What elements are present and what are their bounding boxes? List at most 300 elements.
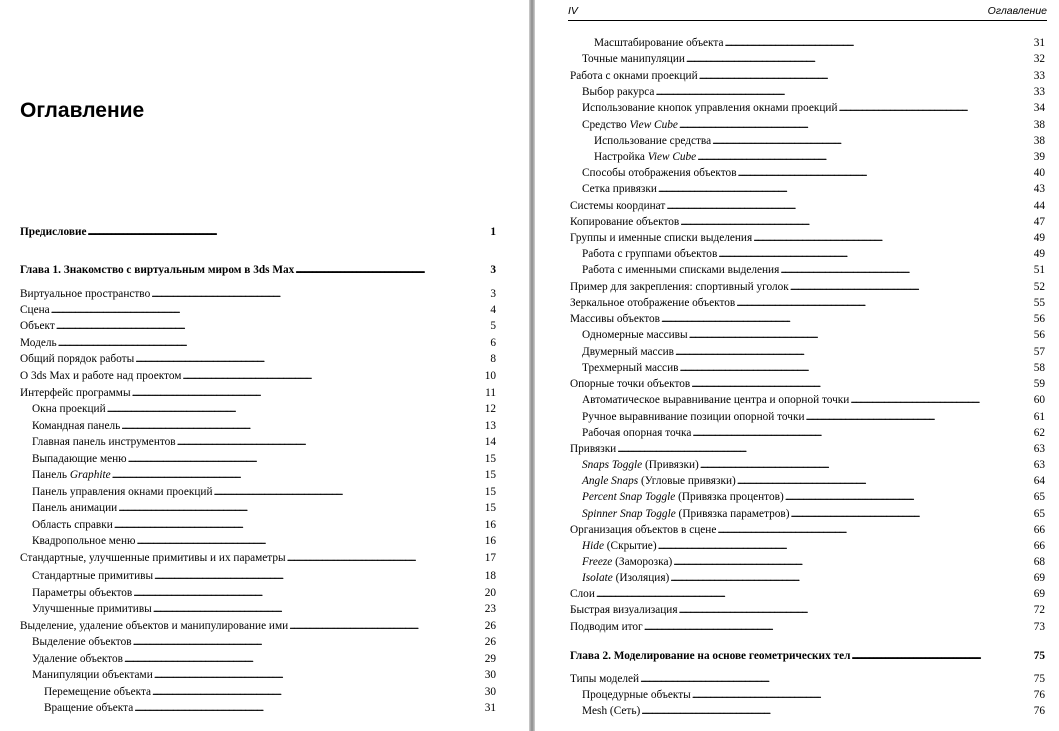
toc-entry-title [570,230,752,246]
toc-entry[interactable] [570,51,1045,67]
toc-entry-title [570,214,679,230]
running-head [568,4,1047,21]
dot-leader [134,700,483,716]
toc-entry-title [20,286,150,302]
toc-entry[interactable] [20,618,496,634]
dot-leader [700,457,1033,473]
dot-leader [699,68,1033,84]
toc-entry-title [570,441,616,457]
toc-entry-title [570,619,643,635]
dot-leader [679,602,1033,618]
toc-entry[interactable] [20,533,496,549]
toc-entry[interactable] [570,425,1045,441]
dot-leader [691,376,1032,392]
toc-entry[interactable] [20,700,496,716]
toc-entry-title-text: Процедурные объекты [582,689,691,701]
toc-entry-page: 13 [484,420,496,432]
toc-entry-title-text: Двумерный массив [582,346,674,358]
toc-entry-title [32,451,127,467]
toc-entry-title-text: Вращение объекта [44,702,134,714]
toc-entry[interactable] [20,667,496,683]
toc-entry-title [570,522,716,538]
toc-entry-page: 15 [484,502,496,514]
toc-entry-title-text: Одномерные массивы [582,329,688,341]
toc-entry-title-text: Рабочая опорная точка [582,427,692,439]
toc-entry-title-italic: View Cube [629,119,678,131]
dot-leader [679,117,1033,133]
toc-entry-page: 3 [490,264,496,276]
toc-entry-title [594,35,723,51]
toc-entry-title [582,687,691,703]
toc-entry[interactable] [20,467,496,483]
toc-entry[interactable] [570,506,1045,522]
toc-entry-page: 4 [490,304,496,316]
dot-leader [133,585,483,601]
toc-entry[interactable] [20,368,496,384]
toc-entry-title-text: Массивы объектов [570,313,660,325]
toc-entry-title [582,457,699,473]
toc-entry[interactable] [570,473,1045,489]
toc-entry-title [570,311,660,327]
toc-entry[interactable] [20,286,496,302]
toc-entry[interactable] [570,648,1045,664]
toc-entry[interactable] [20,224,496,240]
toc-entry[interactable] [570,489,1045,505]
toc-entry[interactable] [20,651,496,667]
toc-entry[interactable] [20,418,496,434]
dot-leader [712,133,1033,149]
dot-leader [107,401,484,417]
toc-entry-page: 1 [490,226,496,238]
toc-entry-title-text: Улучшенные примитивы [32,603,152,615]
toc-entry-title-text: Интерфейс программы [20,387,131,399]
toc-entry-page: 10 [484,370,496,382]
dot-leader [214,484,484,500]
toc-entry-page: 15 [484,453,496,465]
toc-entry-title [594,149,696,165]
dot-leader [785,489,1033,505]
dot-leader [680,214,1032,230]
dot-leader [128,451,484,467]
toc-entry[interactable] [570,181,1045,197]
running-title: Оглавление [987,5,1047,17]
dot-leader [154,568,484,584]
toc-entry-page: 66 [1033,540,1045,552]
toc-entry-page: 31 [1033,37,1045,49]
dot-leader [673,554,1032,570]
toc-entry-title [582,51,685,67]
toc-entry-title-text: Использование кнопок управления окнами проекций [582,102,838,114]
toc-entry-title [32,484,213,500]
toc-entry-title [582,489,784,505]
toc-entry[interactable] [570,344,1045,360]
toc-entry-title-text: Привязки [570,443,617,455]
toc-entry[interactable] [570,149,1045,165]
toc-entry-title [570,279,789,295]
toc-entry-page: 40 [1033,167,1045,179]
toc-entry[interactable] [570,687,1045,703]
dot-leader [153,601,484,617]
toc-entry-title-text: Стандартные, улучшенные примитивы и их параметры [20,552,286,564]
toc-entry-page: 23 [484,603,496,615]
dot-leader [177,434,484,450]
toc-entry-title-text: Манипуляции объектами [32,669,153,681]
toc-entry[interactable] [570,165,1045,181]
toc-entry-title [582,327,688,343]
toc-entry-title-text: (Привязка процентов) [675,491,784,503]
toc-entry-title [594,133,711,149]
toc-entry-title-italic: Snaps Toggle [582,459,643,471]
toc-entry[interactable] [20,434,496,450]
toc-entry[interactable] [20,568,496,584]
dot-leader [692,425,1032,441]
toc-entry-page: 63 [1033,459,1045,471]
toc-entry-page: 49 [1033,232,1045,244]
right-page [536,0,1059,731]
toc-entry-page: 65 [1033,491,1045,503]
toc-entry-page: 69 [1033,588,1045,600]
toc-entry-page: 49 [1033,248,1045,260]
dot-leader [753,230,1033,246]
toc-entry[interactable] [570,214,1045,230]
toc-entry-title [582,554,672,570]
toc-entry[interactable] [20,401,496,417]
toc-entry[interactable] [20,302,496,318]
toc-entry-title-text: Копирование объектов [570,216,680,228]
toc-entry-title-text: Организация объектов в сцене [570,524,717,536]
toc-entry[interactable] [570,602,1045,618]
toc-entry[interactable] [570,392,1045,408]
toc-entry-page: 75 [1033,650,1045,662]
toc-entry[interactable] [570,117,1045,133]
toc-entry-title-text: Панель управления окнами проекций [32,486,213,498]
toc-entry-title-text: Масштабирование объекта [594,37,724,49]
toc-entry-title [582,506,790,522]
dot-leader [289,618,484,634]
toc-entry-title [582,392,849,408]
toc-entry-title [32,601,152,617]
toc-entry[interactable] [570,522,1045,538]
dot-leader [287,550,484,566]
toc-entry-title-text: Выбор ракурса [582,86,655,98]
toc-entry-page: 11 [485,387,496,399]
toc-entry-title-text: Стандартные примитивы [32,570,154,582]
toc-entry-page: 72 [1033,604,1045,616]
dot-leader [295,262,489,278]
toc-entry[interactable] [570,441,1045,457]
toc-entry-title-italic: Spinner Snap Toggle [582,508,676,520]
toc-entry[interactable] [20,335,496,351]
toc-entry-page: 20 [484,587,496,599]
toc-entry-title-text: Командная панель [32,420,121,432]
toc-entry[interactable] [20,684,496,700]
toc-entry[interactable] [570,538,1045,554]
toc-entry-title [20,368,181,384]
toc-entry-page: 34 [1033,102,1045,114]
dot-leader [850,392,1032,408]
toc-entry-title-text: (Заморозка) [612,556,673,568]
toc-entry-title [582,344,674,360]
toc-entry-page: 31 [484,702,496,714]
toc-entry[interactable] [570,671,1045,687]
dot-leader [689,327,1033,343]
toc-entry-title [570,376,690,392]
dot-leader [121,418,483,434]
dot-leader [737,473,1033,489]
toc-entry-title [44,700,133,716]
toc-entry-page: 56 [1033,329,1045,341]
dot-leader [724,35,1032,51]
toc-entry[interactable] [20,262,496,278]
toc-entry-title [20,318,55,334]
dot-leader [666,198,1032,214]
toc-entry[interactable] [20,451,496,467]
toc-entry-title-text: (Изоляция) [612,572,670,584]
toc-entry-page: 5 [490,320,496,332]
toc-entry-title-text: Параметры объектов [32,587,133,599]
toc-entry[interactable] [20,550,496,566]
toc-entry-page: 55 [1033,297,1045,309]
toc-entry-title-text: Объект [20,320,55,332]
dot-leader [132,385,485,401]
toc-entry-title [20,335,57,351]
toc-entry[interactable] [570,586,1045,602]
toc-entry-page: 12 [484,403,496,415]
toc-entry-page: 60 [1033,394,1045,406]
dot-leader [51,302,490,318]
dot-leader [780,262,1032,278]
toc-entry-page: 14 [484,436,496,448]
toc-entry-page: 59 [1033,378,1045,390]
toc-entry-page: 30 [484,686,496,698]
toc-entry-page: 57 [1033,346,1045,358]
dot-leader [697,149,1033,165]
toc-entry-title-text: Глава 1. Знакомство с виртуальным миром в 3ds Max [20,264,295,276]
toc-entry-title [582,246,717,262]
toc-entry-title [582,165,737,181]
toc-entry-page: 63 [1033,443,1045,455]
toc-entry[interactable] [570,360,1045,376]
toc-entry[interactable] [570,230,1045,246]
toc-entry-title [582,570,669,586]
toc-entry[interactable] [20,601,496,617]
dot-leader [791,506,1033,522]
toc-entry-title-text: Панель [32,469,70,481]
toc-entry-title-text: Перемещение объекта [44,686,152,698]
toc-entry-title-text: Виртуальное пространство [20,288,151,300]
toc-entry-title [32,585,132,601]
toc-entry[interactable] [570,279,1045,295]
toc-entry[interactable] [570,133,1045,149]
dot-leader [790,279,1033,295]
toc-entry-title-text: Слои [570,588,595,600]
dot-leader [661,311,1033,327]
dot-leader [679,360,1032,376]
toc-entry[interactable] [570,703,1045,719]
toc-entry-title-text: Быстрая визуализация [570,604,678,616]
toc-entry-title [570,68,698,84]
toc-entry-page: 47 [1033,216,1045,228]
toc-entry-title-italic: Graphite [69,469,111,481]
toc-entry-title [582,538,657,554]
toc-entry[interactable] [20,385,496,401]
toc-entry-page: 29 [484,653,496,665]
toc-entry[interactable] [20,484,496,500]
toc-entry[interactable] [570,100,1045,116]
toc-entry-title-text: Трехмерный массив [582,362,679,374]
toc-entry-title-text: Сцена [20,304,50,316]
dot-leader [851,648,1032,664]
toc-entry-page: 76 [1033,689,1045,701]
toc-entry[interactable] [570,554,1045,570]
toc-entry-title-italic: Hide [582,540,604,552]
toc-entry-page: 33 [1033,70,1045,82]
toc-entry-page: 18 [484,570,496,582]
toc-entry-title [582,409,805,425]
toc-entry[interactable] [20,318,496,334]
toc-entry-title-text: Выделение объектов [32,636,132,648]
dot-leader [717,522,1032,538]
toc-entry[interactable] [570,619,1045,635]
toc-entry-title [32,418,120,434]
toc-entry[interactable] [570,68,1045,84]
dot-leader [56,318,490,334]
toc-entry-title-text: (Скрытие) [603,540,657,552]
toc-entry-title-text: Окна проекций [32,403,106,415]
toc-entry[interactable] [570,311,1045,327]
toc-entry-page: 56 [1033,313,1045,325]
dot-leader [736,295,1032,311]
toc-entry-title-text: Mesh (Сеть) [582,705,641,717]
toc-entry-page: 52 [1033,281,1045,293]
page-number-roman: IV [568,5,578,17]
toc-entry-title [582,100,838,116]
dot-leader [686,51,1033,67]
dot-leader [806,409,1033,425]
dot-leader [658,181,1033,197]
toc-entry-title-text: Выделение, удаление объектов и манипулирование ими [20,620,289,632]
toc-entry-page: 66 [1033,524,1045,536]
toc-entry-page: 43 [1033,183,1045,195]
toc-entry-title-text: Ручное выравнивание позиции опорной точки [582,411,805,423]
dot-leader [154,667,484,683]
toc-entry-page: 38 [1033,135,1045,147]
toc-entry[interactable] [20,351,496,367]
dot-leader [596,586,1033,602]
toc-entry-page: 3 [490,288,496,300]
toc-entry-page: 33 [1033,86,1045,98]
toc-entry-title [582,262,779,278]
toc-entry-title-text: (Привязка параметров) [675,508,790,520]
toc-entry-page: 75 [1033,673,1045,685]
toc-entry-page: 15 [484,469,496,481]
toc-entry-title-text: Пример для закрепления: спортивный уголок [570,281,789,293]
toc-entry-title [570,602,678,618]
toc-entry[interactable] [570,327,1045,343]
toc-entry[interactable] [20,634,496,650]
toc-entry[interactable] [570,376,1045,392]
toc-entry[interactable] [570,409,1045,425]
toc-entry-page: 69 [1033,572,1045,584]
toc-entry-title-text: Подводим итог [570,621,643,633]
toc-entry-page: 62 [1033,427,1045,439]
toc-entry-page: 65 [1033,508,1045,520]
book-spine [529,0,535,731]
toc-entry-title-italic: Percent Snap Toggle [582,491,676,503]
toc-entry-title [32,500,117,516]
dot-leader [124,651,484,667]
toc-entry-title-text: О 3ds Max и работе над проектом [20,370,182,382]
toc-entry-page: 16 [484,519,496,531]
dot-leader [152,684,484,700]
toc-entry-title-text: Типы моделей [570,673,640,685]
toc-entry-title-text: Выпадающие меню [32,453,127,465]
toc-entry[interactable] [570,262,1045,278]
toc-entry-page: 68 [1033,556,1045,568]
dot-leader [182,368,483,384]
dot-leader [839,100,1033,116]
toc-entry-title [570,198,665,214]
toc-entry[interactable] [570,295,1045,311]
toc-entry-title [582,84,654,100]
dot-leader [58,335,490,351]
toc-entry[interactable] [570,570,1045,586]
dot-leader [118,500,484,516]
toc-entry-page: 26 [484,620,496,632]
toc-entry-title [32,533,135,549]
toc-entry-title-text: Главная панель инструментов [32,436,176,448]
toc-entry-page: 51 [1033,264,1045,276]
toc-entry-page: 32 [1033,53,1045,65]
toc-entry-title-text: Зеркальное отображение объектов [570,297,736,309]
dot-leader [738,165,1033,181]
toc-entry[interactable] [570,246,1045,262]
toc-entry[interactable] [20,500,496,516]
toc-entry[interactable] [570,457,1045,473]
toc-entry-page: 6 [490,337,496,349]
dot-leader [692,687,1033,703]
toc-entry-title [32,667,153,683]
dot-leader [135,351,489,367]
toc-entry-title-text: Группы и именные списки выделения [570,232,753,244]
toc-entry-title-text: Точные манипуляции [582,53,685,65]
toc-entry-page: 58 [1033,362,1045,374]
toc-entry-title [32,434,176,450]
toc-entry-title-text: Способы отображения объектов [582,167,737,179]
toc-entry-title-text: Модель [20,337,57,349]
toc-entry-title [582,360,678,376]
dot-leader [640,671,1033,687]
dot-leader [670,570,1032,586]
toc-entry-title [570,671,639,687]
toc-entry-title-text: Средство [582,119,630,131]
toc-entry[interactable] [20,517,496,533]
toc-entry-page: 64 [1033,475,1045,487]
dot-leader [641,703,1032,719]
toc-entry-title-italic: Freeze [582,556,613,568]
toc-entry[interactable] [570,35,1045,51]
toc-entry-page: 26 [484,636,496,648]
toc-entry-page: 17 [484,552,496,564]
toc-entry[interactable] [20,585,496,601]
toc-entry-title-text: Общий порядок работы [20,353,135,365]
toc-entry[interactable] [570,198,1045,214]
toc-entry-title [32,467,111,483]
toc-entry-title [32,517,113,533]
toc-entry-title-text: Сетка привязки [582,183,657,195]
toc-entry[interactable] [570,84,1045,100]
dot-leader [136,533,483,549]
